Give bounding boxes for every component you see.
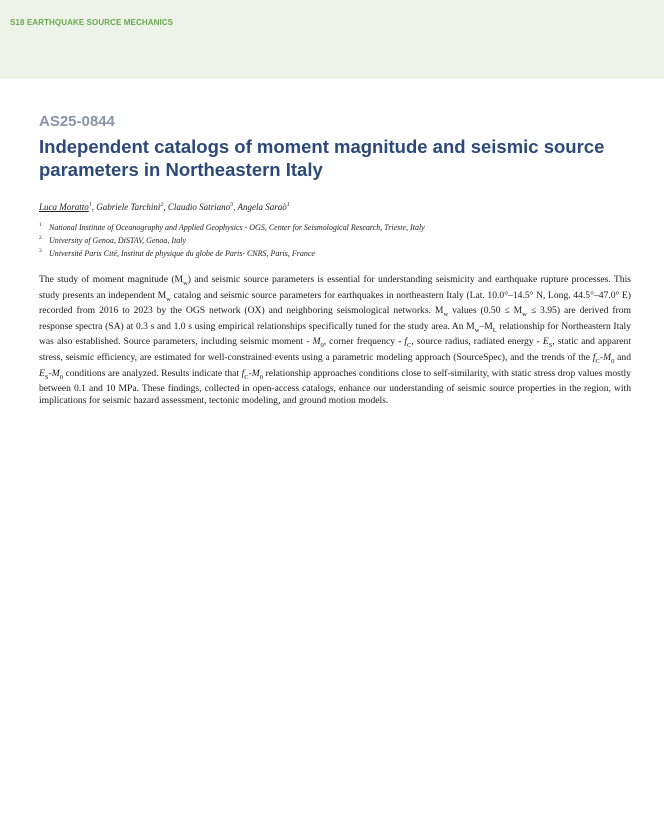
affiliation-text: University of Genoa, DiSTAV, Genoa, Italy [49,236,187,245]
subscript: w [474,326,480,334]
author-affil-sup: 2 [160,202,164,208]
subscript: C [244,373,249,381]
author-separator: , [233,202,238,212]
affiliation-number: 3 [39,248,42,254]
subscript: C [407,342,412,350]
math-symbol: E [542,336,549,348]
paper-title-line1: Independent catalogs of moment magnitude and seismic source [39,136,605,157]
subscript: S [548,342,553,350]
paper-content [39,112,631,407]
math-symbol: M [51,367,60,379]
subscript: S [44,373,49,381]
abstract-text: - [48,367,52,379]
affiliation-item [39,234,631,247]
author-affil-sup: 3 [230,202,234,208]
subscript: 0 [259,373,264,381]
affiliation-number: 2 [39,235,42,241]
abstract-text: conditions are analyzed. Results indicate that [62,367,242,379]
math-symbol: f [592,352,596,364]
abstract-text: relationship approaches conditions close to self-similarity, with static stress drop values mostly between 0.1 and 10 MPa. These findings, collected in open-access catalogs, enhance our understanding of seismic source properties in the region, with implications for seismic hazard assessment, tectonic modeling, and ground motion models. [39,367,631,406]
subscript: w [443,311,449,319]
abstract-text: - [248,367,252,379]
abstract-text: –M [479,320,493,332]
subscript: w [183,279,188,287]
math-symbol: f [404,336,408,348]
affiliation-text: National Institute of Oceanography and Applied Geophysics - OGS, Center for Seismological Research, Trieste, Italy [49,223,425,232]
author [96,202,168,212]
subscript: 0 [320,342,324,350]
math-symbol: M [603,352,612,364]
math-symbol: E [39,367,45,379]
subscript: w [522,311,527,319]
paper-title-line2: parameters in Northeastern Italy [39,159,323,180]
abstract-text: , source radius, radiated energy - [411,336,543,348]
author-name: Luca Moratto [39,202,89,212]
author [39,202,96,212]
section-tag: S18 EARTHQUAKE SOURCE MECHANICS [10,18,174,27]
math-symbol: f [241,367,245,379]
abstract-text: catalog and seismic source parameters for earthquakes in northeastern Italy (Lat. 10.0°–14.5° N, Long. 44.5°–47.0° E) recorded from 2016 to 2023 by the OGS network (OX) and neighboring seismological networks. M [39,289,631,317]
subscript: 0 [59,373,63,381]
author-affil-sup: 1 [88,202,92,208]
author-name: Angela Saraò [237,202,287,212]
author-affil-sup: 1 [286,202,290,208]
affiliation-list [39,221,631,260]
author-separator: , [91,202,97,212]
abstract-text: ≤ 3.95) are derived from response spectra (SA) at 0.3 s and 1.0 s using empirical relationships specifically tuned for the study area. An M [39,305,631,332]
abstract-text: The study of moment magnitude (M [39,274,184,285]
paper-title [39,135,631,181]
author [168,202,238,212]
abstract-text: - [599,352,604,364]
affiliation-number: 1 [39,222,42,228]
math-symbol: M [251,367,260,379]
math-symbol: M [312,336,321,348]
abstract-text: relationship for Northeastern Italy was also established. Source parameters, including seismic moment - [39,320,631,348]
author [237,202,289,212]
abstract-text: , corner frequency - [323,336,405,348]
affiliation-item [39,221,631,234]
author-name: Gabriele Tarchini [96,202,161,212]
abstract-body [39,274,631,407]
affiliation-text: Université Paris Cité, Institut de physique du globe de Paris- CNRS, Paris, France [49,249,315,258]
author-list [39,199,631,213]
abstract-text: and [614,352,631,364]
subscript: w [166,295,171,303]
subscript: L [492,326,497,334]
abstract-text: ) and seismic source parameters is essential for understanding seismicity and earthquake rupture processes. This study presents an independent M [39,274,631,301]
author-name: Claudio Satriano [167,202,231,212]
header-band [0,0,664,79]
subscript: 0 [611,357,615,365]
abstract-text: values (0.50 ≤ M [448,305,523,317]
abstract-id: AS25-0844 [39,113,115,130]
affiliation-item [39,247,631,260]
author-separator: , [163,202,168,212]
subscript: C [595,357,600,365]
abstract-text: , static and apparent stress, seismic efficiency, are estimated for well-constrained events using a parametric modeling approach (SourceSpec), and the trends of the [39,336,632,364]
